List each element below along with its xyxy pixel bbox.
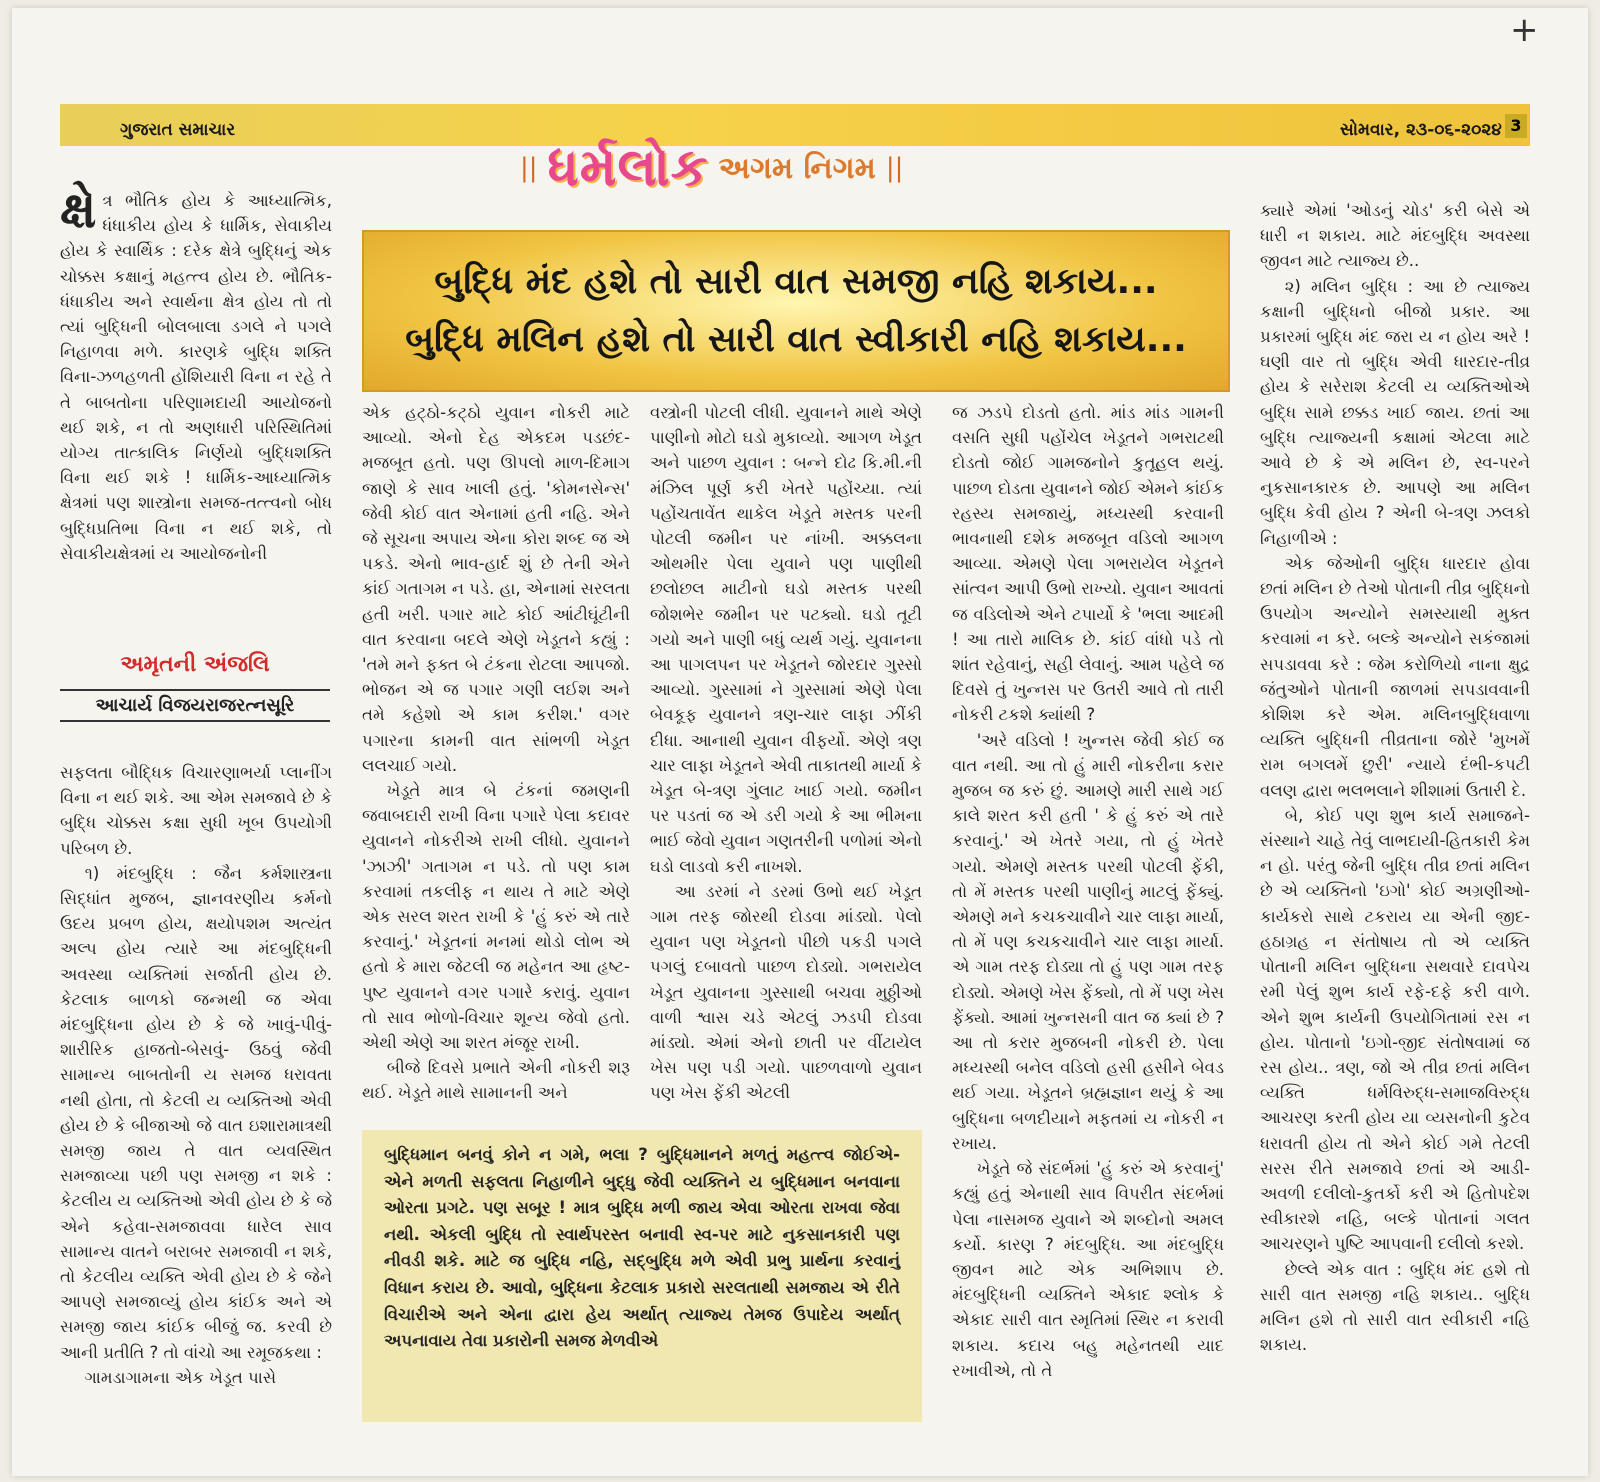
crosshair-mark: + <box>1510 10 1539 50</box>
paragraph: ગામડાગામના એક ખેડૂત પાસે <box>84 1367 277 1387</box>
paper-name: ગુજરાત સમાચાર <box>120 120 236 140</box>
page-number: 3 <box>1505 114 1527 138</box>
intro-text: ત્ર ભૌતિક હોય કે આધ્યાત્મિક, ધંધાકીય હોય કે ધાર્મિક, સેવાકીય હોય કે સ્વાર્થિક : દરેક ક્ષેત્રે બુદ્ધિનું એક ચોક્કસ કક્ષાનું મહત્ત્વ હોય છે. ભૌતિક-ધંધાકીય અને સ્વાર્થના ક્ષેત્ર હોય તો તો ત્યાં બુદ્ધિની બોલબાલા ડગલે ને પગલે નિહાળવા મળે. કારણકે બુદ્ધિ શક્તિ વિના-ઝળહળતી હોંશિયારી વિના ન રહે તે તે બાબતોના પરિણામદાયી આયોજનો થઈ શકે, ન તો અણધારી પરિસ્થિતિમાં યોગ્ય તાત્કાલિક નિર્ણયો બુદ્ધિશક્તિ વિના થઈ શકે ! ધાર્મિક-આધ્યાત્મિક ક્ષેત્રમાં પણ શાસ્ત્રોના સમજ-તત્ત્વનો બોધ બુદ્ધિપ્રતિભા વિના ન થઈ શકે, તો સેવાકીયક્ષેત્રમાં ય આયોજનોની <box>60 191 332 563</box>
paragraph: ખેડૂતે માત્ર બે ટંકનાં જમણની જવાબદારી રાખી વિના પગારે પેલા કદાવર યુવાનને નોકરીએ રાખી લીધો. યુવાનને 'ઝાઝી' ગતાગમ ન પડે. તો પણ કામ કરવામાં તકલીફ ન થાય તે માટે એણે એક સરલ શરત રાખી કે 'હું કરું એ તારે કરવાનું.' ખેડૂતનાં મનમાં થોડો લોભ એ હતો કે મારા જેટલી જ મહેનત આ હૃષ્ટ-પુષ્ટ યુવાનને વગર પગારે કરાવું. યુવાન તો સાવ ભોળો-વિચાર શૂન્ય જેવો હતો. એથી એણે આ શરત મંજૂર રાખી. <box>362 781 630 1053</box>
paragraph: છેલ્લે એક વાત : બુદ્ધિ મંદ હશે તો સારી વાત સમજી નહિ શકાય.. બુદ્ધિ મલિન હશે તો સારી વાત સ્વીકારી નહિ શકાય. <box>1260 1259 1530 1355</box>
column-5 <box>1260 198 1530 1357</box>
headline-line-2: બુદ્ધિ મલિન હશે તો સારી વાત સ્વીકારી નહિ શકાય... <box>405 319 1187 360</box>
logo-ornament-right: || <box>885 153 904 183</box>
supplement-logo <box>520 134 903 202</box>
column-4 <box>952 400 1224 1383</box>
paragraph: ક્યારે એમાં 'ઓડનું ચોડ' કરી બેસે એ ધારી ન શકાય. માટે મંદબુદ્ધિ અવસ્થા જીવન માટે ત્યાજ્ય છે.. <box>1260 201 1530 271</box>
paragraph: ૨) મલિન બુદ્ધિ : આ છે ત્યાજ્ય કક્ષાની બુદ્ધિનો બીજો પ્રકાર. આ પ્રકારમાં બુદ્ધિ મંદ જરા ય ન હોય અરે ! ઘણી વાર તો બુદ્ધિ એવી ધારદાર-તીવ્ર હોય કે સરેરાશ કેટલી ય વ્યક્તિઓએ બુદ્ધિ સામે છક્કડ ખાઈ જાય. છતાં આ બુદ્ધિ ત્યાજ્યની કક્ષામાં એટલા માટે આવે છે કે એ મલિન છે, સ્વ-પરને નુકસાનકારક છે. આપણે આ મલિન બુદ્ધિ કેવી હોય ? એની બે-ત્રણ ઝલકો નિહાળીએ : <box>1260 276 1530 548</box>
column-1-intro <box>60 181 332 566</box>
paragraph: એક જેઓની બુદ્ધિ ધારદાર હોવા છતાં મલિન છે તેઓ પોતાની તીવ્ર બુદ્ધિનો ઉપયોગ અન્યોને સમસ્યાથી મુક્ત કરવામાં ન કરે. બલ્કે અન્યોને સકંજામાં સપડાવવા કરે : જેમ કરોળિયો નાના ક્ષુદ્ર જંતુઓને પોતાની જાળમાં સપડાવવાની કોશિશ કરે એમ. મલિનબુદ્ધિવાળા વ્યક્તિ બુદ્ધિની તીવ્રતાના જોરે 'મુખમેં રામ બગલમેં છુરી' ન્યાયે દંભી-કપટી વલણ દ્વારા ભલભલાને શીશામાં ઉતારી દે. <box>1260 553 1530 800</box>
author-name: આચાર્ય વિજયરાજરત્નસૂરિ <box>60 689 330 722</box>
drop-cap: ક્ષે <box>60 181 97 239</box>
supplement-subtitle: અગમ નિગમ <box>718 150 876 186</box>
paragraph: સફલતા બૌદ્ધિક વિચારણાભર્યા પ્લાનીંગ વિના ન થઈ શકે. આ એમ સમજાવે છે કે બુદ્ધિ ચોક્કસ કક્ષા સુધી ખૂબ ઉપયોગી પરિબળ છે. <box>60 763 332 858</box>
paragraph: બીજે દિવસે પ્રભાતે એની નોકરી શરૂ થઈ. ખેડૂતે માથે સામાનની અને <box>362 1058 630 1103</box>
issue-date: સોમવાર, ૨૩-૦૬-૨૦૨૪ <box>1340 120 1502 140</box>
intro-paragraph <box>60 181 332 566</box>
byline <box>60 652 330 728</box>
paragraph: એક હટ્ઠો-કટ્ઠો યુવાન નોકરી માટે આવ્યો. એનો દેહ એકદમ પડછંદ-મજબૂત હતો. પણ ઊપલો માળ-દિમાગ જાણે કે સાવ ખાલી હતું. 'કોમનસેન્સ' જેવી કોઈ વાત એનામાં હતી નહિ. એને જે સૂચના અપાય એના કોરા શબ્દ જ એ પકડે. એનો ભાવ-હાર્દ શું છે તેની એને કાંઈ ગતાગમ ન પડે. હા, એનામાં સરલતા હતી ખરી. પગાર માટે કોઈ આંટીઘૂંટીની વાત કરવાના બદલે એણે ખેડૂતને કહ્યું : 'તમે મને ફક્ત બે ટંકના રોટલા આપજો. ભોજન એ જ પગાર ગણી લઈશ અને તમે કહેશો એ કામ કરીશ.' વગર પગારના કામની વાત સાંભળી ખેડૂત લલચાઈ ગયો. <box>362 403 630 775</box>
paragraph: બે, કોઈ પણ શુભ કાર્ય સમાજને-સંસ્થાને ચાહે તેવું લાભદાયી-હિતકારી કેમ ન હો. પરંતુ જેની બુદ્ધિ તીવ્ર છતાં મલિન છે એ વ્યક્તિનો 'ઇગો' કોઈ અગ્રણીઓ-કાર્યકરો સાથે ટકરાય યા એની જીદ-હઠાગ્રહ ન સંતોષાય તો એ વ્યક્તિ પોતાની મલિન બુદ્ધિના સથવારે દાવપેચ રમી પેલું શુભ કાર્ય રફે-દફે કરી વાળે. એને શુભ કાર્યની ઉપયોગિતામાં રસ ન હોય. પોતાનો 'ઇગો-જીદ સંતોષવામાં જ રસ હોય.. ત્રણ, જો એ તીવ્ર છતાં મલિન વ્યક્તિ ધર્મવિરુદ્ધ-સમાજવિરુદ્ધ આચરણ કરતી હોય યા વ્યસનોની કુટેવ ધરાવતી હોય તો એને કોઈ ગમે તેટલી સરસ રીતે સમજાવે છતાં એ આડી-અવળી દલીલો-કુતર્કો કરી એ હિતોપદેશ સ્વીકારશે નહિ, બલ્કે પોતાનાં ગલત આચરણને પુષ્ટિ આપવાની દલીલો કરશે. <box>1260 805 1530 1254</box>
article-headline <box>362 230 1230 392</box>
supplement-title: ધર્મલોક <box>547 137 709 198</box>
column-series-title: અમૃતની અંજલિ <box>120 652 270 677</box>
paragraph: જ ઝડપે દોડતો હતો. માંડ માંડ ગામની વસતિ સુધી પહોંચેલ ખેડૂતને ગભરાટથી દોડતો જોઈ ગામજનોને કુતૂહલ થયું. પાછળ દોડતા યુવાનને જોઈ એમને કાંઈક રહસ્ય સમજાયું, મધ્યસ્થી કરવાની ભાવનાથી દશેક મજબૂત વડિલો આગળ આવ્યા. એમણે પેલા ગભરાયેલ ખેડૂતને સાંત્વન આપી ઉભો રાખ્યો. યુવાન આવતાં જ વડિલોએ એને ટપાર્યો કે 'ભલા આદમી ! આ તારો માલિક છે. કાંઈ વાંધો પડે તો શાંત રહેવાનું, સહી લેવાનું. આમ પહેલે જ દિવસે તું ખુન્નસ પર ઉતરી આવે તો તારી નોકરી ટકશે ક્યાંથી ? <box>952 403 1224 725</box>
headline-line-1: બુદ્ધિ મંદ હશે તો સારી વાત સમજી નહિ શકાય... <box>434 261 1158 302</box>
paragraph: વસ્ત્રોની પોટલી લીધી. યુવાનને માથે એણે પાણીનો મોટો ઘડો મુકાવ્યો. આગળ ખેડૂત અને પાછળ યુવાન : બન્ને દોઢ કિ.મી.ની મંઝિલ પૂર્ણ કરી ખેતરે પહોંચ્યા. ત્યાં પહોંચતાવેંત થાકેલ ખેડૂતે મસ્તક પરની પોટલી જમીન પર નાંખી. અક્કલના ઓથમીર પેલા યુવાને પણ પાણીથી છલોછલ માટીનો ઘડો મસ્તક પરથી જોશભેર જમીન પર પટક્યો. ઘડો તૂટી ગયો અને પાણી બધું વ્યર્થ ગયું. યુવાનના આ પાગલપન પર ખેડૂતને જોરદાર ગુસ્સો આવ્યો. ગુસ્સામાં ને ગુસ્સામાં એણે પેલા બેવકૂફ યુવાનને ત્રણ-ચાર લાફા ઝીંકી દીધા. આનાથી યુવાન વીફર્યો. એણે ત્રણ ચાર લાફા ખેડૂતને એવી તાકાતથી માર્યા કે ખેડૂત બે-ત્રણ ગુંલાટ ખાઈ ગયો. જમીન પર પડતાં જ એ ડરી ગયો કે આ ભીમના ભાઈ જેવો યુવાન ગણતરીની પળોમાં એનો ઘડો લાડવો કરી નાખશે. <box>650 403 922 876</box>
column-1 <box>60 760 332 1390</box>
paragraph: 'અરે વડિલો ! ખુન્નસ જેવી કોઈ જ વાત નથી. આ તો હું મારી નોકરીના કરાર મુજબ જ કરું છું. આમણે મારી સાથે ગઈ કાલે શરત કરી હતી ' કે હું કરું એ તારે કરવાનું.' એ ખેતરે ગયા, તો હું ખેતરે ગયો. એમણે મસ્તક પરથી પોટલી ફેંકી, તો મેં મસ્તક પરથી પાણીનું માટલું ફેંક્યું. એમણે મને કચકચાવીને ચાર લાફા માર્યા, તો મેં પણ કચકચાવીને ચાર લાફા માર્યા. એ ગામ તરફ દોડ્યા તો હું પણ ગામ તરફ દોડ્યો. એમણે ખેસ ફેંક્યો, તો મેં પણ ખેસ ફેંક્યો. આમાં ખુન્નસની વાત જ ક્યાં છે ? આ તો કરાર મુજબની નોકરી છે. પેલા મધ્યસ્થી બનેલ વડિલો હસી હસીને બેવડ થઈ ગયા. ખેડૂતને બ્રહ્મજ્ઞાન થયું કે આ બુદ્ધિના બળદીયાને મફતમાં ય નોકરી ન રખાય. <box>952 730 1224 1153</box>
column-3 <box>650 400 922 1106</box>
column-2 <box>362 400 630 1106</box>
logo-ornament-left: || <box>520 153 538 183</box>
paragraph: ૧) મંદબુદ્ધિ : જૈન કર્મશાસ્ત્રના સિદ્ધાંત મુજબ, જ્ઞાનવરણીય કર્મનો ઉદય પ્રબળ હોય, ક્ષયોપશમ અત્યંત અલ્પ હોય ત્યારે આ મંદબુદ્ધિની અવસ્થા વ્યક્તિમાં સર્જાતી હોય છે. કેટલાક બાળકો જન્મથી જ એવા મંદબુદ્ધિના હોય છે કે જે ખાવું-પીવું-શારીરિક હાજતો-બેસવું- ઉઠવું જેવી સામાન્ય બાબતોની ય સમજ ધરાવતા નથી હોતા, તો કેટલી ય વ્યક્તિઓ એવી હોય છે કે બીજાઓ જે વાત ઇશારામાત્રથી સમજી જાય તે વાત વ્યવસ્થિત સમજાવ્યા પછી પણ સમજી ન શકે : કેટલીય ય વ્યક્તિઓ એવી હોય છે કે જે એને કહેવા-સમજાવવા ધારેલ સાવ સામાન્ય વાતને બરાબર સમજાવી ન શકે, તો કેટલીય વ્યક્તિ એવી હોય છે કે જેને આપણે સમજાવ્યું હોય કાંઈક અને એ સમજી જાય કાંઈક બીજું જ. કરવી છે આની પ્રતીતિ ? તો વાંચો આ રમૂજકથા : <box>60 863 332 1362</box>
paragraph: ખેડૂતે જે સંદર્ભમાં 'હું કરું એ કરવાનું' કહ્યું હતું એનાથી સાવ વિપરીત સંદર્ભમાં પેલા નાસમજ યુવાને એ શબ્દોનો અમલ કર્યો. કારણ ? મંદબુદ્ધિ. આ મંદબુદ્ધિ જીવન માટે એક અભિશાપ છે. મંદબુદ્ધિની વ્યક્તિને એકાદ શ્લોક કે એકાદ સારી વાત સ્મૃતિમાં સ્થિર ન કરાવી શકાય. કદાચ બહુ મહેનતથી યાદ રખાવીએ, તો તે <box>952 1159 1224 1380</box>
paragraph: આ ડરમાં ને ડરમાં ઉભો થઈ ખેડૂત ગામ તરફ જોરથી દોડવા માંડ્યો. પેલો યુવાન પણ ખેડૂતનો પીછો પકડી પગલે પગલું દબાવતો પાછળ દોડ્યો. ગભરાયેલ ખેડૂત યુવાનના ગુસ્સાથી બચવા મુઠ્ઠીઓ વાળી શ્વાસ ચડે એટલું ઝડપી દોડવા માંડ્યો. એમાં એનો છાતી પર વીંટાયેલ ખેસ પણ પડી ગયો. પાછળવાળો યુવાન પણ ખેસ ફેંકી એટલી <box>650 881 922 1103</box>
highlight-box: બુદ્ધિમાન બનવું કોને ન ગમે, ભલા ? બુદ્ધિમાનને મળતું મહત્ત્વ જોઈએ- એને મળતી સફલતા નિહાળીને બુદ્ધુ જેવી વ્યક્તિને ય બુદ્ધિમાન બનવાના ઓરતા પ્રગટે. પણ સબૂર ! માત્ર બુદ્ધિ મળી જાય એવા ઓરતા રાખવા જેવા નથી. એકલી બુદ્ધિ તો સ્વાર્થપરસ્ત બનાવી સ્વ-પર માટે નુકસાનકારી પણ નીવડી શકે. માટે જ બુદ્ધિ નહિ, સદ્બુદ્ધિ મળે એવી પ્રભુ પ્રાર્થના કરવાનું વિધાન કરાય છે. આવો, બુદ્ધિના કેટલાક પ્રકારો સરલતાથી સમજાય એ રીતે વિચારીએ અને એના દ્વારા હેય અર્થાત્ ત્યાજ્ય તેમજ ઉપાદેય અર્થાત્ અપનાવાય તેવા પ્રકારોની સમજ મેળવીએ <box>362 1130 922 1422</box>
